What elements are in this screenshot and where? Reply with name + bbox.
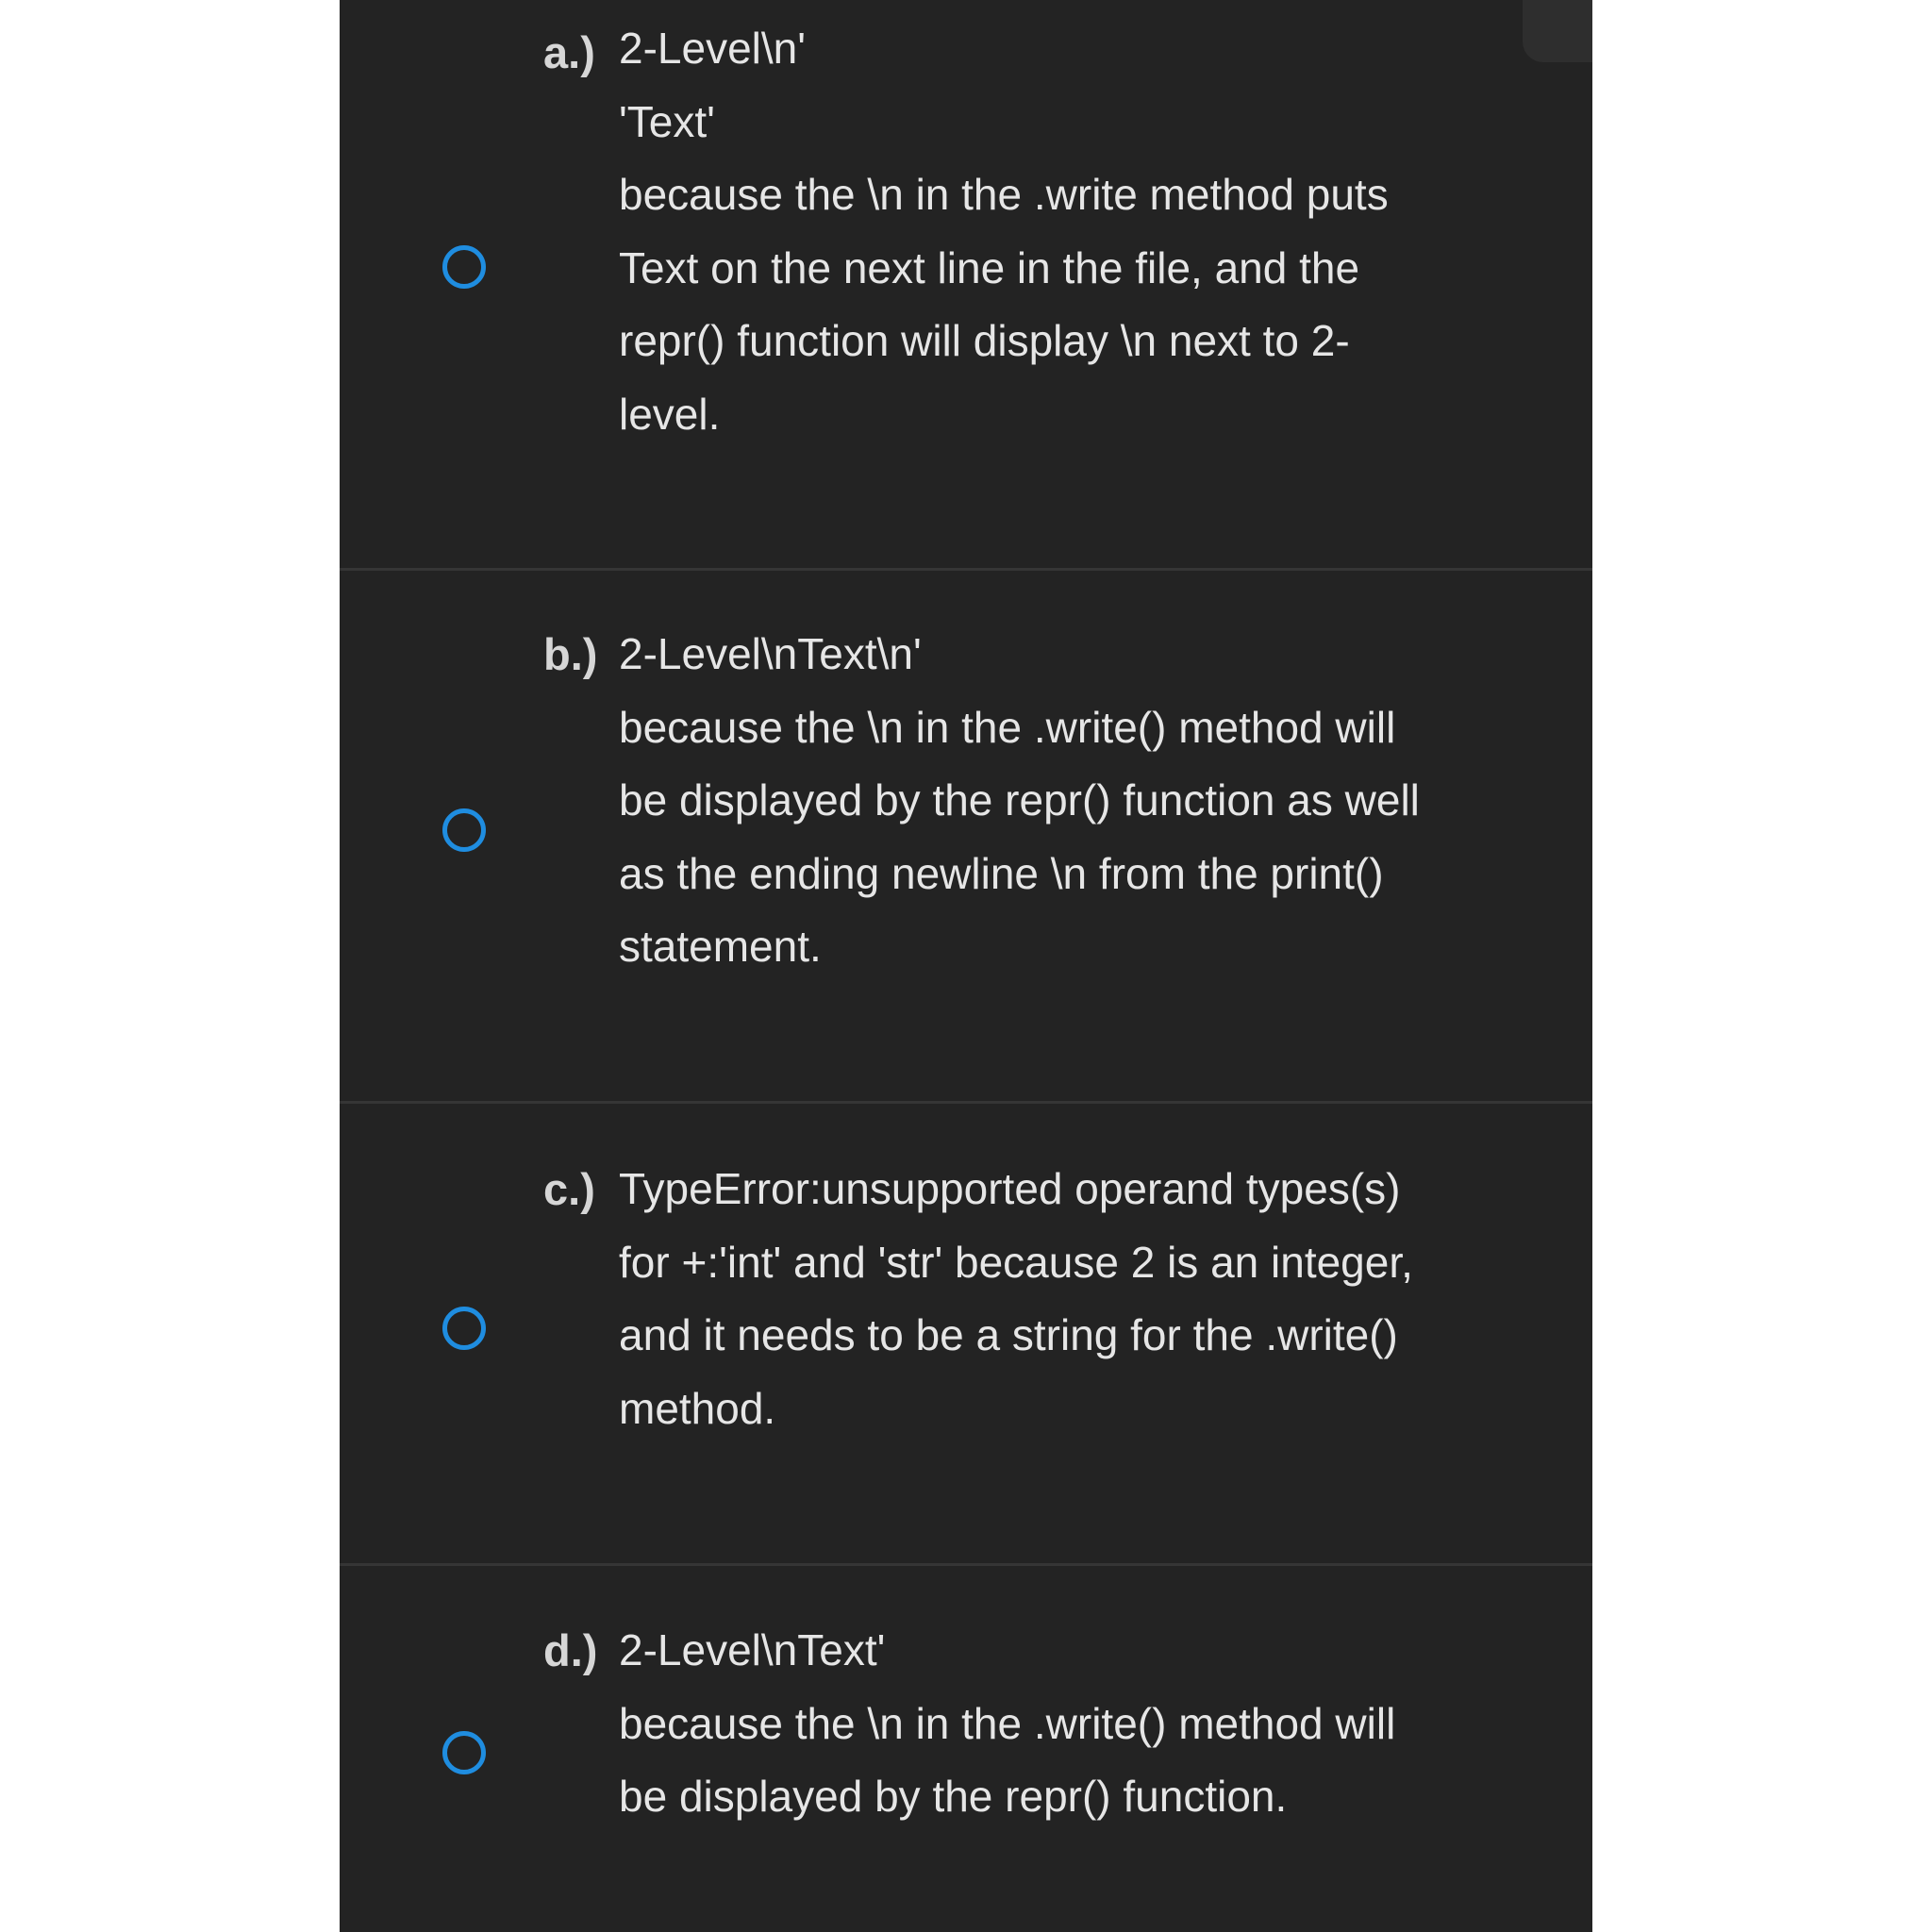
answer-option-d[interactable] bbox=[340, 1566, 1592, 1932]
radio-button-b[interactable] bbox=[442, 808, 486, 852]
option-text-d bbox=[619, 1614, 1572, 1834]
option-a-line: 2-Level\n' bbox=[619, 24, 807, 73]
option-a-line: 'Text' bbox=[619, 96, 715, 146]
option-text-a bbox=[619, 12, 1572, 451]
option-b-line: statement. bbox=[619, 922, 822, 971]
answer-option-a[interactable] bbox=[340, 0, 1592, 568]
answer-option-b[interactable] bbox=[340, 571, 1592, 1101]
option-d-line: be displayed by the repr() function. bbox=[619, 1772, 1288, 1821]
option-c-line: for +:'int' and 'str' because 2 is an integer, bbox=[619, 1237, 1413, 1287]
option-a-line: because the \n in the .write method puts bbox=[619, 170, 1389, 219]
option-c-line: TypeError:unsupported operand types(s) bbox=[619, 1164, 1401, 1213]
answer-option-c[interactable] bbox=[340, 1104, 1592, 1563]
option-c-line: and it needs to be a string for the .write() bbox=[619, 1310, 1398, 1359]
option-letter-c: c.) bbox=[543, 1164, 595, 1214]
option-d-line: because the \n in the .write() method will bbox=[619, 1698, 1396, 1748]
option-letter-a: a.) bbox=[543, 27, 595, 77]
option-b-line: be displayed by the repr() function as well bbox=[619, 775, 1420, 824]
radio-button-a[interactable] bbox=[442, 245, 486, 289]
option-c-line: method. bbox=[619, 1383, 776, 1433]
answer-panel bbox=[340, 0, 1592, 1932]
option-a-line: repr() function will display \n next to 2- bbox=[619, 316, 1350, 365]
option-text-c bbox=[619, 1153, 1572, 1445]
option-letter-d: d.) bbox=[543, 1625, 598, 1675]
option-b-line: because the \n in the .write() method will bbox=[619, 702, 1396, 752]
radio-button-d[interactable] bbox=[442, 1731, 486, 1774]
option-d-line: 2-Level\nText' bbox=[619, 1625, 886, 1674]
option-a-line: Text on the next line in the file, and the bbox=[619, 242, 1360, 292]
radio-button-c[interactable] bbox=[442, 1307, 486, 1350]
option-text-b bbox=[619, 618, 1572, 984]
option-letter-b: b.) bbox=[543, 629, 598, 679]
option-a-line: level. bbox=[619, 389, 721, 439]
option-b-line: as the ending newline \n from the print() bbox=[619, 848, 1384, 898]
option-b-line: 2-Level\nText\n' bbox=[619, 629, 922, 678]
